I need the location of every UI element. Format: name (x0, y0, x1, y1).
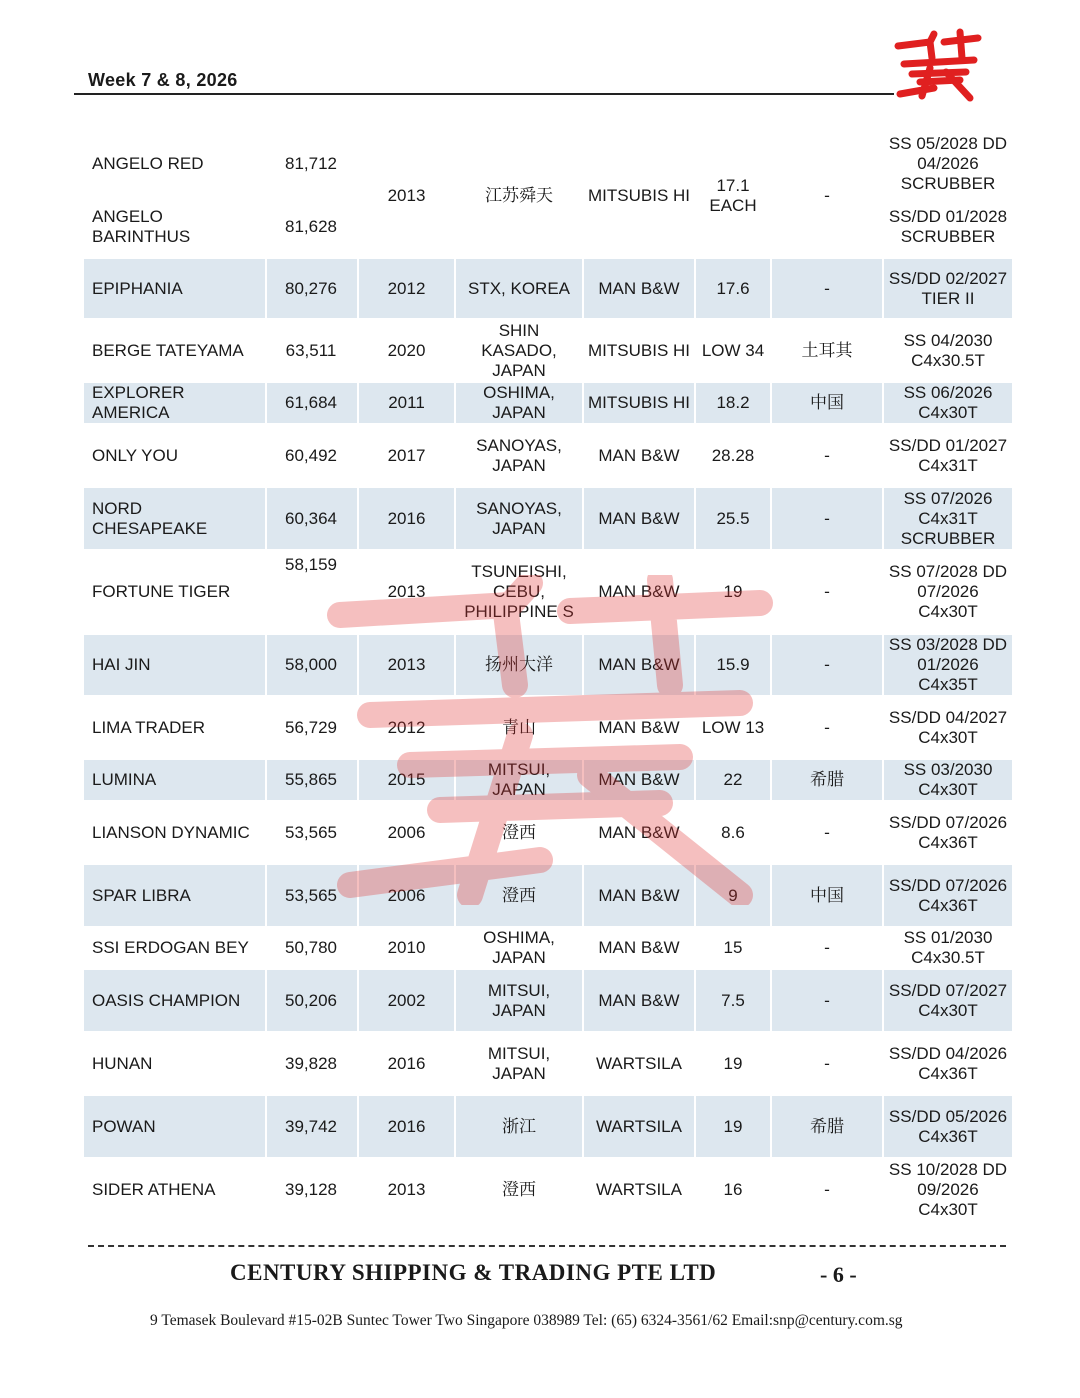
vessel-speed: 8.6 (695, 801, 771, 864)
vessel-name: SSI ERDOGAN BEY (83, 927, 266, 969)
vessel-dwt: 39,828 (266, 1032, 358, 1095)
vessel-dwt: 50,206 (266, 969, 358, 1032)
vessel-buyer: - (771, 696, 883, 759)
vessel-dwt: 81,712 (266, 133, 358, 195)
vessel-engine: MITSUBIS HI (583, 133, 695, 258)
vessel-buyer: - (771, 1158, 883, 1221)
vessel-dwt: 50,780 (266, 927, 358, 969)
vessel-yard: SANOYAS, JAPAN (455, 424, 583, 487)
vessel-buyer: 希腊 (771, 759, 883, 801)
vessel-speed: 18.2 (695, 382, 771, 424)
vessel-dwt: 81,628 (266, 195, 358, 258)
vessel-built: 2016 (358, 487, 455, 550)
table-row (83, 969, 1013, 1032)
vessel-buyer: - (771, 258, 883, 319)
vessel-dwt: 61,684 (266, 382, 358, 424)
vessel-survey: SS 10/2028 DD 09/2026 C4x30T (883, 1158, 1013, 1221)
vessel-speed: LOW 13 (695, 696, 771, 759)
vessel-buyer: 中国 (771, 382, 883, 424)
vessel-sales-table (82, 132, 1014, 1222)
vessel-built: 2013 (358, 1158, 455, 1221)
vessel-engine: MAN B&W (583, 801, 695, 864)
vessel-survey: SS/DD 04/2026 C4x36T (883, 1032, 1013, 1095)
vessel-engine: MAN B&W (583, 258, 695, 319)
vessel-name: SPAR LIBRA (83, 864, 266, 927)
vessel-buyer: 土耳其 (771, 319, 883, 382)
vessel-built: 2017 (358, 424, 455, 487)
vessel-name: POWAN (83, 1095, 266, 1158)
vessel-name: LIMA TRADER (83, 696, 266, 759)
vessel-speed: LOW 34 (695, 319, 771, 382)
vessel-built: 2006 (358, 864, 455, 927)
vessel-built: 2006 (358, 801, 455, 864)
week-label: Week 7 & 8, 2026 (88, 70, 238, 90)
vessel-dwt: 39,742 (266, 1095, 358, 1158)
vessel-name: OASIS CHAMPION (83, 969, 266, 1032)
vessel-yard: OSHIMA, JAPAN (455, 927, 583, 969)
table-row (83, 634, 1013, 696)
vessel-engine: MAN B&W (583, 927, 695, 969)
table-row (83, 382, 1013, 424)
vessel-built: 2012 (358, 258, 455, 319)
table-row (83, 864, 1013, 927)
vessel-yard: 青山 (455, 696, 583, 759)
vessel-name: ANGELO RED (83, 133, 266, 195)
vessel-dwt: 56,729 (266, 696, 358, 759)
vessel-survey: SS 07/2028 DD 07/2026 C4x30T (883, 550, 1013, 634)
vessel-survey: SS/DD 01/2028 SCRUBBER (883, 195, 1013, 258)
vessel-buyer: 希腊 (771, 1095, 883, 1158)
vessel-speed: 19 (695, 1032, 771, 1095)
vessel-speed: 15.9 (695, 634, 771, 696)
vessel-name: ONLY YOU (83, 424, 266, 487)
vessel-survey: SS/DD 05/2026 C4x36T (883, 1095, 1013, 1158)
vessel-name: HUNAN (83, 1032, 266, 1095)
vessel-survey: SS/DD 02/2027 TIER II (883, 258, 1013, 319)
page-number: - 6 - (820, 1262, 857, 1287)
vessel-dwt: 60,492 (266, 424, 358, 487)
vessel-yard: 澄西 (455, 864, 583, 927)
vessel-survey: SS 06/2026 C4x30T (883, 382, 1013, 424)
vessel-name: LIANSON DYNAMIC (83, 801, 266, 864)
vessel-engine: WARTSILA (583, 1032, 695, 1095)
vessel-built: 2020 (358, 319, 455, 382)
vessel-built: 2013 (358, 550, 455, 634)
vessel-yard: MITSUI, JAPAN (455, 759, 583, 801)
vessel-name: LUMINA (83, 759, 266, 801)
vessel-dwt: 53,565 (266, 801, 358, 864)
table-row (83, 133, 1013, 195)
table-row (83, 759, 1013, 801)
vessel-yard: STX, KOREA (455, 258, 583, 319)
vessel-survey: SS/DD 04/2027 C4x30T (883, 696, 1013, 759)
vessel-dwt: 63,511 (266, 319, 358, 382)
table-row (83, 550, 1013, 634)
vessel-dwt: 53,565 (266, 864, 358, 927)
vessel-built: 2011 (358, 382, 455, 424)
vessel-buyer: - (771, 927, 883, 969)
vessel-speed: 19 (695, 550, 771, 634)
company-address: 9 Temasek Boulevard #15-02B Suntec Tower Two Singapore 038989 Tel: (65) 6324-3561/62 Email:snp@century.com.sg (150, 1312, 903, 1329)
vessel-name: FORTUNE TIGER (83, 550, 266, 634)
vessel-built: 2012 (358, 696, 455, 759)
vessel-survey: SS/DD 01/2027 C4x31T (883, 424, 1013, 487)
vessel-name: BERGE TATEYAMA (83, 319, 266, 382)
vessel-survey: SS 03/2028 DD 01/2026 C4x35T (883, 634, 1013, 696)
vessel-built: 2016 (358, 1095, 455, 1158)
vessel-speed: 15 (695, 927, 771, 969)
vessel-name: EXPLORER AMERICA (83, 382, 266, 424)
vessel-buyer: - (771, 1032, 883, 1095)
vessel-engine: WARTSILA (583, 1095, 695, 1158)
vessel-survey: SS 07/2026 C4x31T SCRUBBER (883, 487, 1013, 550)
vessel-yard: 浙江 (455, 1095, 583, 1158)
vessel-survey: SS 04/2030 C4x30.5T (883, 319, 1013, 382)
vessel-yard: OSHIMA, JAPAN (455, 382, 583, 424)
vessel-built: 2016 (358, 1032, 455, 1095)
vessel-yard: SANOYAS, JAPAN (455, 487, 583, 550)
vessel-survey: SS/DD 07/2026 C4x36T (883, 864, 1013, 927)
vessel-buyer: - (771, 424, 883, 487)
vessel-engine: MAN B&W (583, 487, 695, 550)
vessel-dwt: 80,276 (266, 258, 358, 319)
company-name: CENTURY SHIPPING & TRADING PTE LTD (230, 1260, 717, 1285)
company-logo (890, 28, 988, 102)
vessel-buyer: - (771, 969, 883, 1032)
vessel-buyer: - (771, 487, 883, 550)
vessel-dwt: 39,128 (266, 1158, 358, 1221)
vessel-engine: MITSUBIS HI (583, 382, 695, 424)
vessel-buyer: 中国 (771, 864, 883, 927)
table-row (83, 1158, 1013, 1221)
vessel-speed: 25.5 (695, 487, 771, 550)
table-row (83, 1032, 1013, 1095)
vessel-buyer: - (771, 634, 883, 696)
table-row (83, 487, 1013, 550)
vessel-yard: 澄西 (455, 801, 583, 864)
vessel-speed: 22 (695, 759, 771, 801)
table-row (83, 319, 1013, 382)
vessel-speed: 9 (695, 864, 771, 927)
vessel-name: ANGELO BARINTHUS (83, 195, 266, 258)
table-row (83, 927, 1013, 969)
vessel-engine: MAN B&W (583, 759, 695, 801)
vessel-yard: MITSUI, JAPAN (455, 969, 583, 1032)
vessel-dwt: 55,865 (266, 759, 358, 801)
vessel-engine: MAN B&W (583, 424, 695, 487)
vessel-yard: 扬州大洋 (455, 634, 583, 696)
vessel-engine: MAN B&W (583, 969, 695, 1032)
vessel-yard: TSUNEISHI, CEBU, PHILIPPINE S (455, 550, 583, 634)
vessel-survey: SS 05/2028 DD 04/2026 SCRUBBER (883, 133, 1013, 195)
vessel-speed: 17.6 (695, 258, 771, 319)
vessel-yard: 江苏舜天 (455, 133, 583, 258)
vessel-engine: MAN B&W (583, 864, 695, 927)
vessel-built: 2002 (358, 969, 455, 1032)
vessel-speed: 19 (695, 1095, 771, 1158)
vessel-speed: 16 (695, 1158, 771, 1221)
vessel-yard: SHIN KASADO, JAPAN (455, 319, 583, 382)
vessel-name: NORD CHESAPEAKE (83, 487, 266, 550)
vessel-survey: SS/DD 07/2027 C4x30T (883, 969, 1013, 1032)
vessel-built: 2013 (358, 634, 455, 696)
vessel-speed: 28.28 (695, 424, 771, 487)
vessel-survey: SS 01/2030 C4x30.5T (883, 927, 1013, 969)
vessel-yard: 澄西 (455, 1158, 583, 1221)
vessel-buyer: - (771, 801, 883, 864)
vessel-engine: MITSUBIS HI (583, 319, 695, 382)
vessel-yard: MITSUI, JAPAN (455, 1032, 583, 1095)
table-row (83, 424, 1013, 487)
footer-divider (88, 1245, 1006, 1247)
vessel-survey: SS/DD 07/2026 C4x36T (883, 801, 1013, 864)
header-rule (74, 93, 894, 95)
vessel-built: 2013 (358, 133, 455, 258)
vessel-dwt: 60,364 (266, 487, 358, 550)
table-row (83, 801, 1013, 864)
vessel-speed: 17.1 EACH (695, 133, 771, 258)
table-row (83, 1095, 1013, 1158)
vessel-survey: SS 03/2030 C4x30T (883, 759, 1013, 801)
vessel-engine: MAN B&W (583, 550, 695, 634)
vessel-buyer: - (771, 550, 883, 634)
vessel-engine: MAN B&W (583, 634, 695, 696)
vessel-dwt: 58,000 (266, 634, 358, 696)
vessel-buyer: - (771, 133, 883, 258)
vessel-built: 2015 (358, 759, 455, 801)
vessel-engine: MAN B&W (583, 696, 695, 759)
vessel-speed: 7.5 (695, 969, 771, 1032)
table-row (83, 258, 1013, 319)
table-row (83, 696, 1013, 759)
vessel-built: 2010 (358, 927, 455, 969)
vessel-name: EPIPHANIA (83, 258, 266, 319)
vessel-engine: WARTSILA (583, 1158, 695, 1221)
vessel-dwt: 58,159 (266, 550, 358, 634)
vessel-name: SIDER ATHENA (83, 1158, 266, 1221)
vessel-name: HAI JIN (83, 634, 266, 696)
